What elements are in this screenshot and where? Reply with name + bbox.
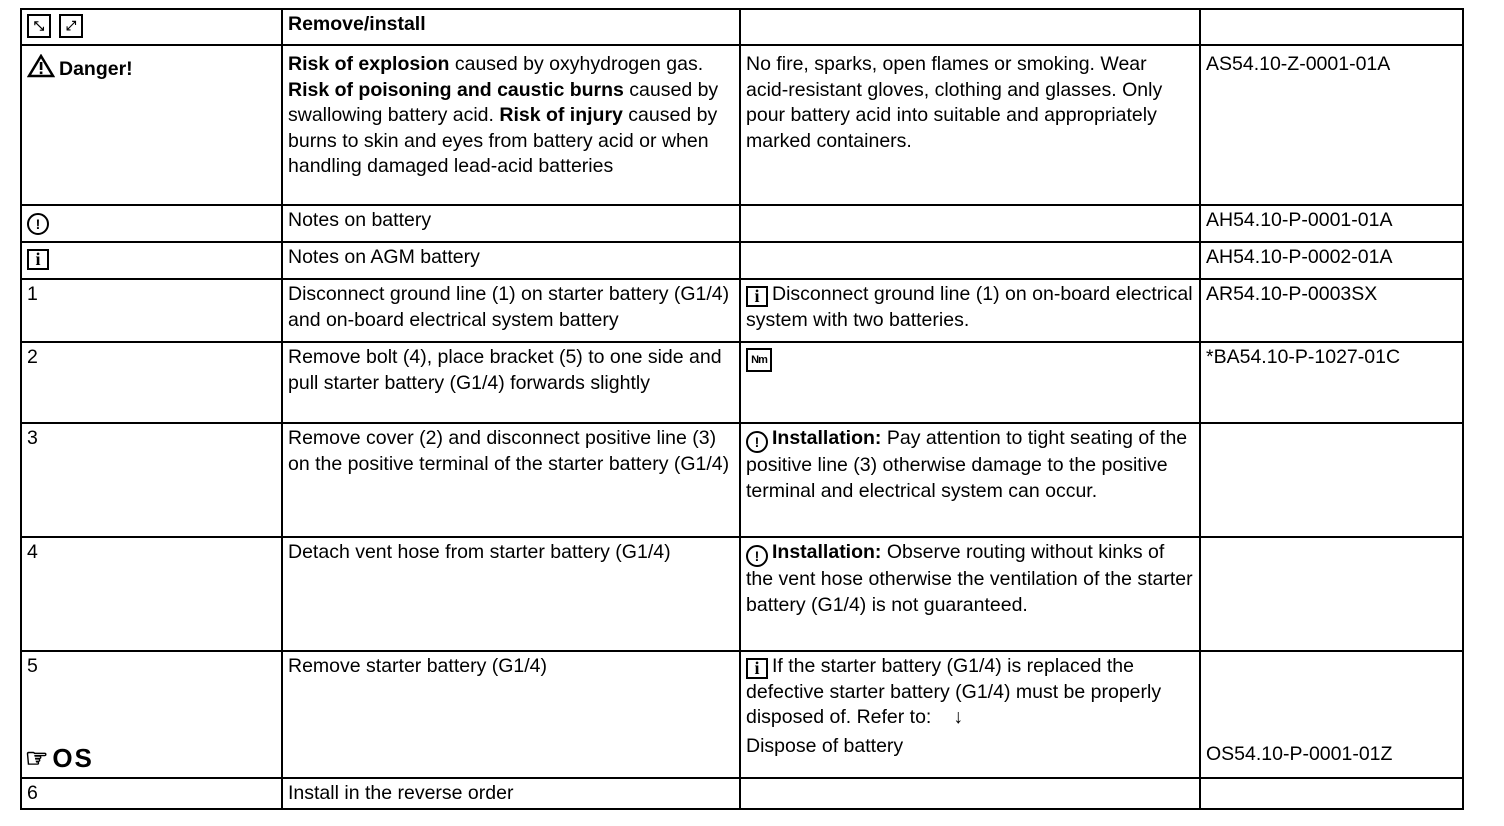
step-note: Pay attention to tight seating of the positive line (3) otherwise damage to the positive terminal and electrical system can occur. [746, 427, 1188, 502]
step-number: 3 [21, 423, 282, 537]
down-arrow-icon[interactable]: ↓ [953, 706, 964, 728]
step-text: Install in the reverse order [282, 778, 740, 809]
step-text: Disconnect ground line (1) on starter battery (G1/4) and on-board electrical system battery [282, 279, 740, 342]
risk-text: caused by burns to skin and eyes from battery acid or when handling damaged lead-acid batteries [288, 104, 718, 177]
step-row [21, 423, 1463, 537]
danger-measures: No fire, sparks, open flames or smoking. Wear acid-resistant gloves, clothing and glasses. Only pour battery acid into suitable and appropriately marked containers. [740, 45, 1200, 205]
procedure-table [20, 8, 1464, 810]
info-icon: i [746, 658, 768, 679]
step-text: Remove bolt (4), place bracket (5) to one side and pull starter battery (G1/4) forwards slightly [282, 342, 740, 423]
step-ref-link[interactable]: *BA54.10-P-1027-01C [1200, 342, 1463, 423]
step-text: Remove cover (2) and disconnect positive line (3) on the positive terminal of the starter battery (G1/4) [282, 423, 740, 537]
collapse-icon[interactable]: ⤢ [59, 14, 83, 38]
step-note: Disconnect ground line (1) on on-board electrical system with two batteries. [746, 283, 1193, 331]
note-text: Notes on battery [282, 205, 740, 242]
info-icon: i [746, 286, 768, 307]
step-number: 5 [27, 655, 38, 677]
installation-label: Installation: [772, 427, 882, 449]
note-text: Notes on AGM battery [282, 242, 740, 279]
step-text: Remove starter battery (G1/4) [282, 651, 740, 778]
step-note: Observe routing without kinks of the vent hose otherwise the ventilation of the starter battery (G1/4) is not guaranteed. [746, 541, 1193, 616]
risk-poisoning: Risk of poisoning and caustic burns [288, 78, 624, 101]
note-row [21, 205, 1463, 242]
step-row [21, 537, 1463, 651]
danger-ref-link[interactable]: AS54.10-Z-0001-01A [1200, 45, 1463, 205]
step-ref-link [1200, 423, 1463, 537]
step-text: Detach vent hose from starter battery (G1/4) [282, 537, 740, 651]
dispose-battery-link[interactable]: Dispose of battery [746, 734, 904, 757]
step-ref-link [1200, 778, 1463, 809]
expand-icon[interactable]: ⤡ [27, 14, 51, 38]
note-ref-link[interactable]: AH54.10-P-0001-01A [1200, 205, 1463, 242]
risk-text: caused by swallowing battery acid. [288, 78, 719, 126]
step-note: If the starter battery (G1/4) is replaced the defective starter battery (G1/4) must be properly disposed of. Refer to: [746, 655, 1162, 728]
os-label: OS [52, 742, 94, 773]
pointing-hand-icon: ☞ [25, 742, 51, 773]
step-row [21, 279, 1463, 342]
exclamation-circle-icon: ! [746, 431, 768, 453]
step-row [21, 778, 1463, 809]
danger-label: Danger! [59, 58, 133, 80]
os-reference[interactable] [25, 742, 94, 773]
step-row [21, 342, 1463, 423]
header-row [21, 9, 1463, 45]
step-ref-link[interactable]: AR54.10-P-0003SX [1200, 279, 1463, 342]
step-ref-link [1200, 537, 1463, 651]
note-row [21, 242, 1463, 279]
warning-triangle-icon [27, 54, 55, 86]
risk-explosion: Risk of explosion [288, 53, 450, 75]
step-number: 1 [21, 279, 282, 342]
risk-text: caused by oxyhydrogen gas. [449, 53, 704, 75]
section-title: Remove/install [288, 13, 426, 35]
info-icon: i [27, 249, 49, 270]
step-row [21, 651, 1463, 778]
danger-row [21, 45, 1463, 205]
risk-injury: Risk of injury [499, 104, 623, 126]
note-ref-link[interactable]: AH54.10-P-0002-01A [1200, 242, 1463, 279]
installation-label: Installation: [772, 541, 882, 563]
step-number: 2 [21, 342, 282, 423]
torque-nm-icon[interactable]: Nm [746, 348, 772, 372]
step-number: 6 [21, 778, 282, 809]
step-number: 4 [21, 537, 282, 651]
exclamation-circle-icon: ! [746, 545, 768, 567]
step-ref-link[interactable]: OS54.10-P-0001-01Z [1206, 742, 1393, 765]
exclamation-circle-icon: ! [27, 213, 49, 235]
